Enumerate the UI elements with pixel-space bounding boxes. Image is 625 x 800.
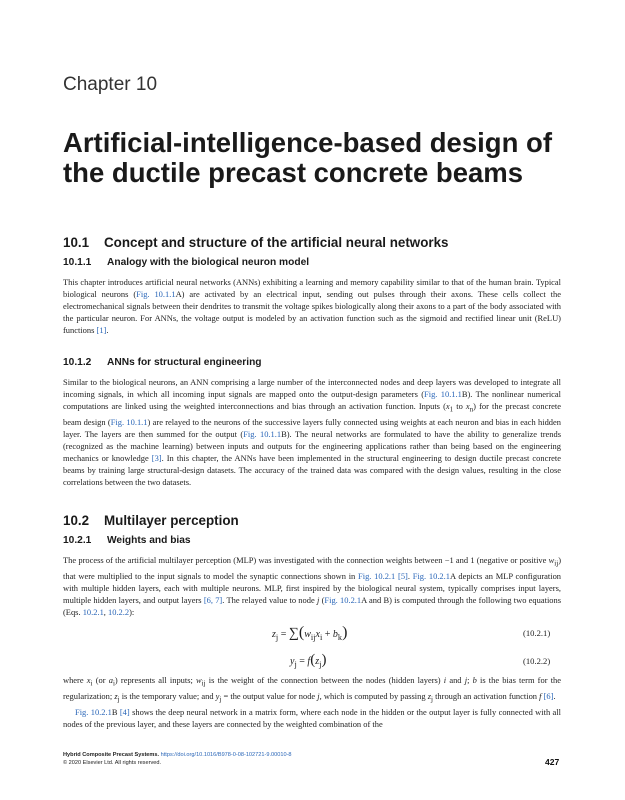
text-run: = the output value for node (221, 690, 318, 701)
text-run: . (106, 325, 109, 336)
copyright: © 2020 Elsevier Ltd. All rights reserved. (63, 760, 162, 766)
math-x: x (465, 401, 470, 412)
text-run: B). The neural networks are formulated to have the ability to generalize trends (recognized as the machine learning) between inputs and outputs for the engineering applications rather than being based on the engineering mechanics or knowledge (63, 429, 562, 464)
section-title: Multilayer perception (104, 513, 239, 528)
equation-10-2-2 (290, 652, 326, 669)
text-run: ; (467, 675, 473, 685)
text-run: . (553, 690, 556, 701)
math-sub: j (319, 660, 322, 669)
chapter-label: Chapter 10 (63, 74, 158, 95)
figure-link[interactable]: Fig. 10.2.1 (324, 594, 362, 605)
math-paren: ) (321, 652, 327, 668)
math-y: y (290, 656, 295, 667)
math-z: z (427, 690, 431, 701)
math-sub: j (117, 695, 120, 704)
text-run: . In this chapter, the ANNs have been implemented in the structural engineering to design ductile precast concrete beams by training large structural-design datasets. The accuracy of the trained data was compared with the design values, resulting in the close correlations between the two datasets. (63, 453, 561, 488)
reference-link[interactable]: [1] (96, 325, 107, 336)
math-paren: ) (342, 624, 348, 641)
math-x: x (86, 675, 91, 685)
text-run: ) are relayed to the neurons of the successive layers fully connected using weights at each neuron and bias in each hidden layer. The layers are then summed for the output ( (63, 416, 561, 440)
math-w: w (548, 555, 555, 565)
text-run: is the bias term for the regularization; (63, 675, 562, 701)
paragraph-after-equations (63, 674, 561, 730)
text-run: . The relayed value to node (222, 594, 317, 605)
math-sub: ij (310, 633, 316, 642)
equation-link[interactable]: 10.2.1 (82, 607, 104, 618)
math-a: a (108, 675, 113, 685)
math-f: f (539, 690, 542, 701)
subsection-title: Weights and bias (107, 535, 191, 546)
reference-link[interactable]: [6, 7] (203, 594, 223, 605)
paragraph-biological-neuron (63, 276, 561, 336)
figure-link[interactable]: Fig. 10.2.1 (358, 570, 396, 581)
section-number: 10.2 (63, 513, 90, 528)
paragraph-weights-bias (63, 554, 561, 618)
reference-link[interactable]: [3] (151, 453, 162, 464)
doi-link[interactable]: https://doi.org/10.1016/B978-0-08-102721-9.00010-8 (159, 752, 292, 758)
math-j: j (317, 690, 320, 701)
math-y: y (215, 690, 220, 701)
math-b: b (472, 675, 477, 685)
equation-10-2-1 (272, 624, 347, 642)
math-f: f (307, 656, 311, 667)
figure-link[interactable]: Fig. 10.1.1 (424, 389, 462, 400)
text-run: through an activation function (432, 690, 540, 701)
subsection-title: Analogy with the biological neuron model (107, 257, 310, 268)
subsection-heading-10-1-2 (63, 357, 262, 368)
figure-link[interactable]: Fig. 10.1.1 (136, 289, 176, 300)
text-run: ): (129, 607, 135, 618)
text-run: ) that were multiplied to the input signals to model the synaptic connections shown in (63, 555, 561, 581)
reference-link[interactable]: [4] (119, 706, 130, 717)
math-sub: i (90, 679, 93, 688)
math-sub: n (469, 405, 474, 414)
text-run: . (407, 570, 413, 581)
math-sub: i (112, 679, 115, 688)
paragraph-anns-structural (63, 376, 561, 489)
figure-link[interactable]: Fig. 10.1.1 (243, 429, 282, 440)
math-b: b (332, 629, 338, 640)
math-sum: ∑ (288, 626, 299, 641)
math-z: z (272, 629, 276, 640)
text-run: where (63, 675, 87, 685)
chapter-title: Artificial-intelligence-based design of the ductile precast concrete beams (63, 127, 552, 188)
figure-link[interactable]: Fig. 10.1.1 (110, 416, 148, 427)
math-sub: j (294, 660, 297, 669)
math-plus: + (322, 629, 333, 640)
subsection-number: 10.1.1 (63, 257, 92, 268)
reference-link[interactable]: [6] (543, 690, 554, 701)
text-run: , which is computed by passing (319, 690, 428, 701)
math-j: j (316, 594, 320, 605)
math-x: x (315, 629, 320, 640)
text-run: ) represents all inputs; (114, 675, 197, 685)
subsection-number: 10.1.2 (63, 357, 92, 368)
text-run: The process of the artificial multilayer perception (MLP) was investigated with the connection weights between −1 and 1 (negative or positive (63, 555, 549, 565)
book-title: Hybrid Composite Precast Systems. (63, 752, 160, 758)
text-run: to (453, 401, 466, 412)
math-sub: j (219, 695, 222, 704)
text-run: A and B) is computed through the following two equations (Eqs. (63, 594, 562, 618)
math-x: x (445, 401, 450, 412)
text-run: is the weight of the connection between the nodes (hidden layers) (205, 675, 444, 685)
text-run: A depicts an MLP configuration with multiple hidden layers, each with multiple neurons. MLP, first inspired by the biological neural system, typically comprises input layers, multiple hidden layers, and output layers (63, 570, 562, 605)
subsection-heading-10-2-1 (63, 535, 191, 546)
math-sub: ij (201, 679, 206, 688)
math-paren: ( (298, 624, 305, 641)
text-run: B (111, 706, 120, 717)
subsection-heading-10-1-1 (63, 257, 309, 268)
math-sub: 1 (449, 405, 454, 414)
math-sub: j (431, 695, 433, 704)
subsection-number: 10.2.1 (63, 535, 92, 546)
text-run: is the temporary value; and (119, 690, 216, 701)
math-sub: j (275, 633, 279, 642)
text-run: B). The nonlinear numerical computations are linked using the weighted interconnections and bias through an activation function. Inputs ( (63, 389, 561, 412)
section-number: 10.1 (63, 235, 90, 250)
page-number: 427 (545, 757, 560, 767)
subsection-title: ANNs for structural engineering (107, 357, 262, 368)
math-sub: k (337, 633, 343, 642)
text-run: ) for the precast concrete beam design ( (63, 401, 561, 427)
math-paren: ( (310, 652, 316, 668)
text-run: ( (319, 594, 325, 605)
equation-number: (10.2.2) (523, 656, 551, 666)
equation-number: (10.2.1) (523, 628, 551, 638)
figure-link[interactable]: Fig. 10.2.1 (412, 570, 450, 581)
math-sub: i (319, 633, 323, 642)
text-run: (or (92, 675, 109, 685)
section-heading-10-2 (63, 513, 239, 528)
equation-link[interactable]: 10.2.2 (108, 607, 130, 618)
math-i: i (443, 675, 447, 685)
math-z: z (114, 690, 118, 701)
math-equals: = (278, 629, 289, 640)
math-sub: ij (554, 559, 559, 568)
figure-link[interactable]: Fig. 10.2.1 (75, 706, 112, 717)
text-run: shows the deep neural network in a matrix form, where each node in the hidden or the output layer is fully connected with all nodes of the previous layer, and these layers are connected by the weighted combination of the (63, 706, 561, 729)
math-w: w (304, 629, 311, 640)
math-z: z (315, 656, 320, 667)
text-run: Similar to the biological neurons, an ANN comprising a large number of the interconnected nodes and deep layers was developed to integrate all incoming signals, in which all incoming input signals are mapped onto the output-design parameters ( (63, 377, 561, 400)
text-run: This chapter introduces artificial neural networks (ANNs) exhibiting a learning and memory capability similar to that of the human brain. Typical biological neurons ( (63, 277, 561, 300)
footer-citation (63, 751, 292, 767)
text-run: A) are activated by an electrical input, sending out pulses through their axons. These cells collect the electromechanical signals between their dendrites to transmit the voltage spikes biologically along their axons to a part of the body associated with the particular neuron. For ANNs, the voltage output is modeled by an activation function such as the sigmoid and rectified linear unit (ReLU) functions (63, 289, 561, 336)
text-run: , (103, 607, 108, 618)
section-heading-10-1 (63, 235, 449, 250)
section-title: Concept and structure of the artificial neural networks (104, 235, 449, 250)
math-j: j (464, 675, 468, 685)
math-equals: = (296, 656, 308, 667)
text-run: and (446, 675, 465, 685)
reference-link[interactable]: [5] (398, 570, 408, 581)
math-w: w (196, 675, 202, 685)
